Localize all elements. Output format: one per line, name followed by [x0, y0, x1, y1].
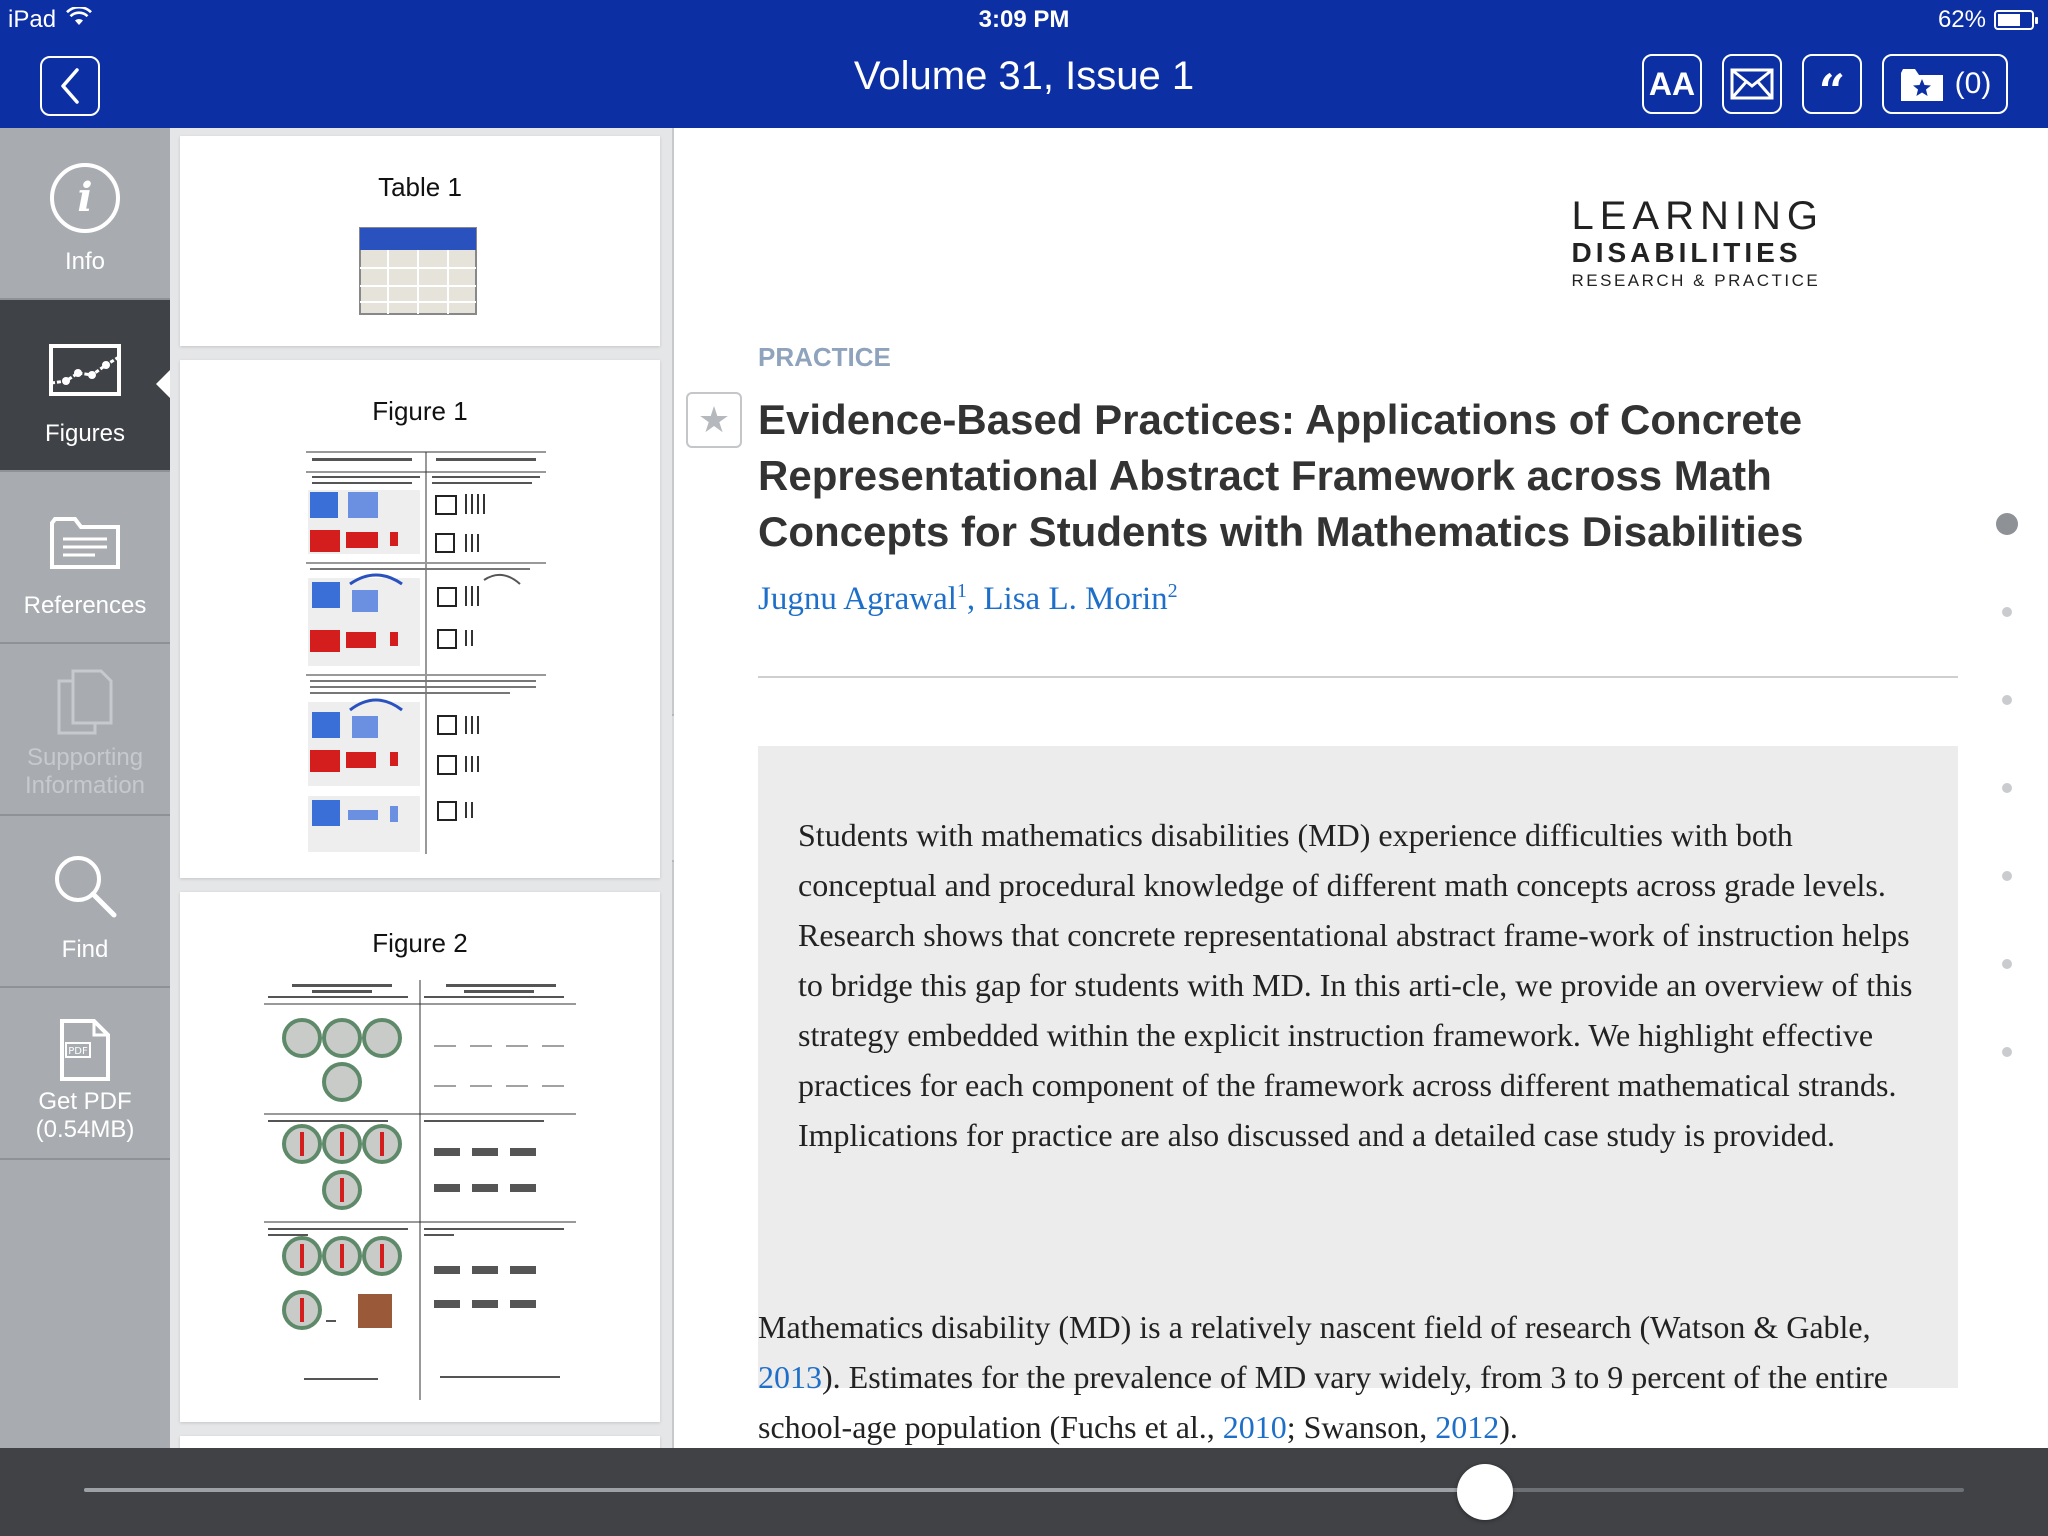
figures-panel[interactable] — [170, 128, 672, 1448]
page-dot[interactable] — [2002, 607, 2012, 617]
pdf-icon — [0, 1010, 170, 1090]
citation-link[interactable]: 2013 — [758, 1359, 822, 1395]
author-separator: , — [966, 581, 984, 617]
references-folder-icon — [0, 502, 170, 582]
sidebar-item-find[interactable] — [0, 816, 170, 988]
author-list — [758, 580, 1178, 618]
author-affiliation[interactable]: 1 — [956, 580, 967, 602]
title-divider — [758, 676, 1958, 678]
page-dot[interactable] — [2002, 871, 2012, 881]
figure-title: Figure 2 — [372, 928, 468, 958]
page-dot[interactable] — [2002, 695, 2012, 705]
table-icon — [358, 226, 478, 316]
font-size-button[interactable]: AA — [1642, 54, 1702, 114]
page-dot[interactable] — [1996, 513, 2018, 535]
cite-button[interactable] — [1802, 54, 1862, 118]
sidebar-item-references[interactable] — [0, 472, 170, 644]
favorite-button[interactable] — [686, 392, 742, 448]
sidebar-item-label: Info — [64, 248, 106, 275]
sidebar-item-label: References — [23, 592, 147, 619]
back-button[interactable] — [40, 56, 100, 116]
body-text-segment: ). Estimates for the prevalence of MD vary widely, from 3 to 9 percent of the entire school-age population (Fuchs et al., — [758, 1359, 1888, 1445]
scrubber-thumb[interactable] — [1457, 1464, 1513, 1520]
citation-link[interactable]: 2012 — [1435, 1409, 1500, 1445]
bottom-toolbar — [0, 1448, 2048, 1536]
info-icon — [0, 158, 170, 238]
journal-logo — [1572, 194, 1825, 291]
author-affiliation[interactable]: 2 — [1167, 580, 1178, 602]
figure-card-next[interactable] — [180, 1436, 660, 1448]
folder-star-icon — [1899, 65, 1945, 103]
status-bar — [0, 0, 2048, 40]
journal-logo-line3: RESEARCH & PRACTICE — [1571, 271, 1821, 290]
body-text-segment: Mathematics disability (MD) is a relatively nascent field of research (Watson & Gable, — [758, 1309, 1871, 1345]
saved-count: (0) — [1954, 67, 1992, 100]
abstract-box — [758, 746, 1958, 1388]
page-indicator[interactable] — [1992, 510, 2022, 1070]
quote-icon: “ — [1818, 64, 1846, 118]
star-icon: ★ — [697, 399, 731, 440]
journal-logo-line2: DISABILITIES — [1571, 237, 1802, 268]
active-indicator — [156, 370, 170, 398]
figures-chart-icon — [0, 330, 170, 410]
sidebar-item-label: Find — [61, 936, 109, 963]
search-icon — [0, 846, 170, 926]
abstract-text: Students with mathematics disabilities (MD) experience difficulties with both conceptual and procedural knowledge of different math concepts across grade levels. Research shows that concrete representational abstract frame-work of instruction helps to bridge this gap for students with MD. In this arti-cle, we provide an overview of this strategy embedded within the explicit instruction framework. We highlight effective practices for each component of the framework across different mathematical strands. Implications for practice are also discussed and a detailed case study is provided. — [798, 817, 1913, 1153]
navigation-bar — [0, 40, 2048, 128]
article-content[interactable] — [674, 128, 2048, 1448]
svg-text:PDF: PDF — [68, 1046, 88, 1057]
email-button[interactable] — [1722, 54, 1782, 114]
battery-icon — [1994, 10, 2034, 30]
sidebar-item-supporting-information[interactable] — [0, 644, 170, 816]
author-link[interactable]: Jugnu Agrawal — [758, 581, 957, 617]
wifi-icon — [66, 6, 92, 34]
figure-card-figure-2[interactable] — [180, 892, 660, 1422]
sidebar — [0, 128, 170, 1448]
author-link[interactable]: Lisa L. Morin — [983, 581, 1168, 617]
article-title: Evidence-Based Practices: Applications of Concrete Representational Abstract Framework across Math Concepts for Students with Mathematics Disabilities — [758, 396, 1804, 555]
issue-title: Volume 31, Issue 1 — [853, 54, 1195, 98]
supporting-docs-icon — [0, 662, 170, 742]
scrubber-progress — [84, 1488, 1485, 1492]
figure-title: Figure 1 — [372, 396, 468, 426]
sidebar-item-label: Get PDF (0.54MB) — [35, 1088, 135, 1143]
section-label: PRACTICE — [758, 342, 891, 372]
page-dot[interactable] — [2002, 783, 2012, 793]
device-name: iPad — [8, 6, 57, 33]
sidebar-item-figures[interactable] — [0, 300, 170, 472]
figure-card-figure-1[interactable] — [180, 360, 660, 878]
page-dot[interactable] — [2002, 959, 2012, 969]
sidebar-item-info[interactable] — [0, 128, 170, 300]
clock: 3:09 PM — [978, 6, 1070, 33]
body-text-segment: ). — [1499, 1409, 1518, 1445]
figure-2-thumbnail — [264, 980, 576, 1400]
figure-1-thumbnail — [306, 450, 546, 854]
sidebar-item-get-pdf[interactable] — [0, 988, 170, 1160]
saved-articles-button[interactable] — [1882, 54, 2008, 114]
journal-logo-line1: LEARNING — [1571, 194, 1824, 238]
figure-title: Table 1 — [378, 172, 462, 202]
body-text-segment: ; Swanson, — [1286, 1409, 1436, 1445]
page-dot[interactable] — [2002, 1047, 2012, 1057]
body-paragraph — [758, 1302, 1958, 1448]
svg-text:i: i — [77, 174, 93, 221]
citation-link[interactable]: 2010 — [1222, 1409, 1287, 1445]
envelope-icon — [1730, 68, 1774, 100]
sidebar-item-label: Figures — [44, 420, 126, 447]
sidebar-item-label: Supporting Information — [24, 744, 146, 799]
chevron-left-icon — [55, 66, 85, 106]
battery-percent: 62% — [1937, 6, 1986, 33]
figure-card-table-1[interactable] — [180, 136, 660, 346]
